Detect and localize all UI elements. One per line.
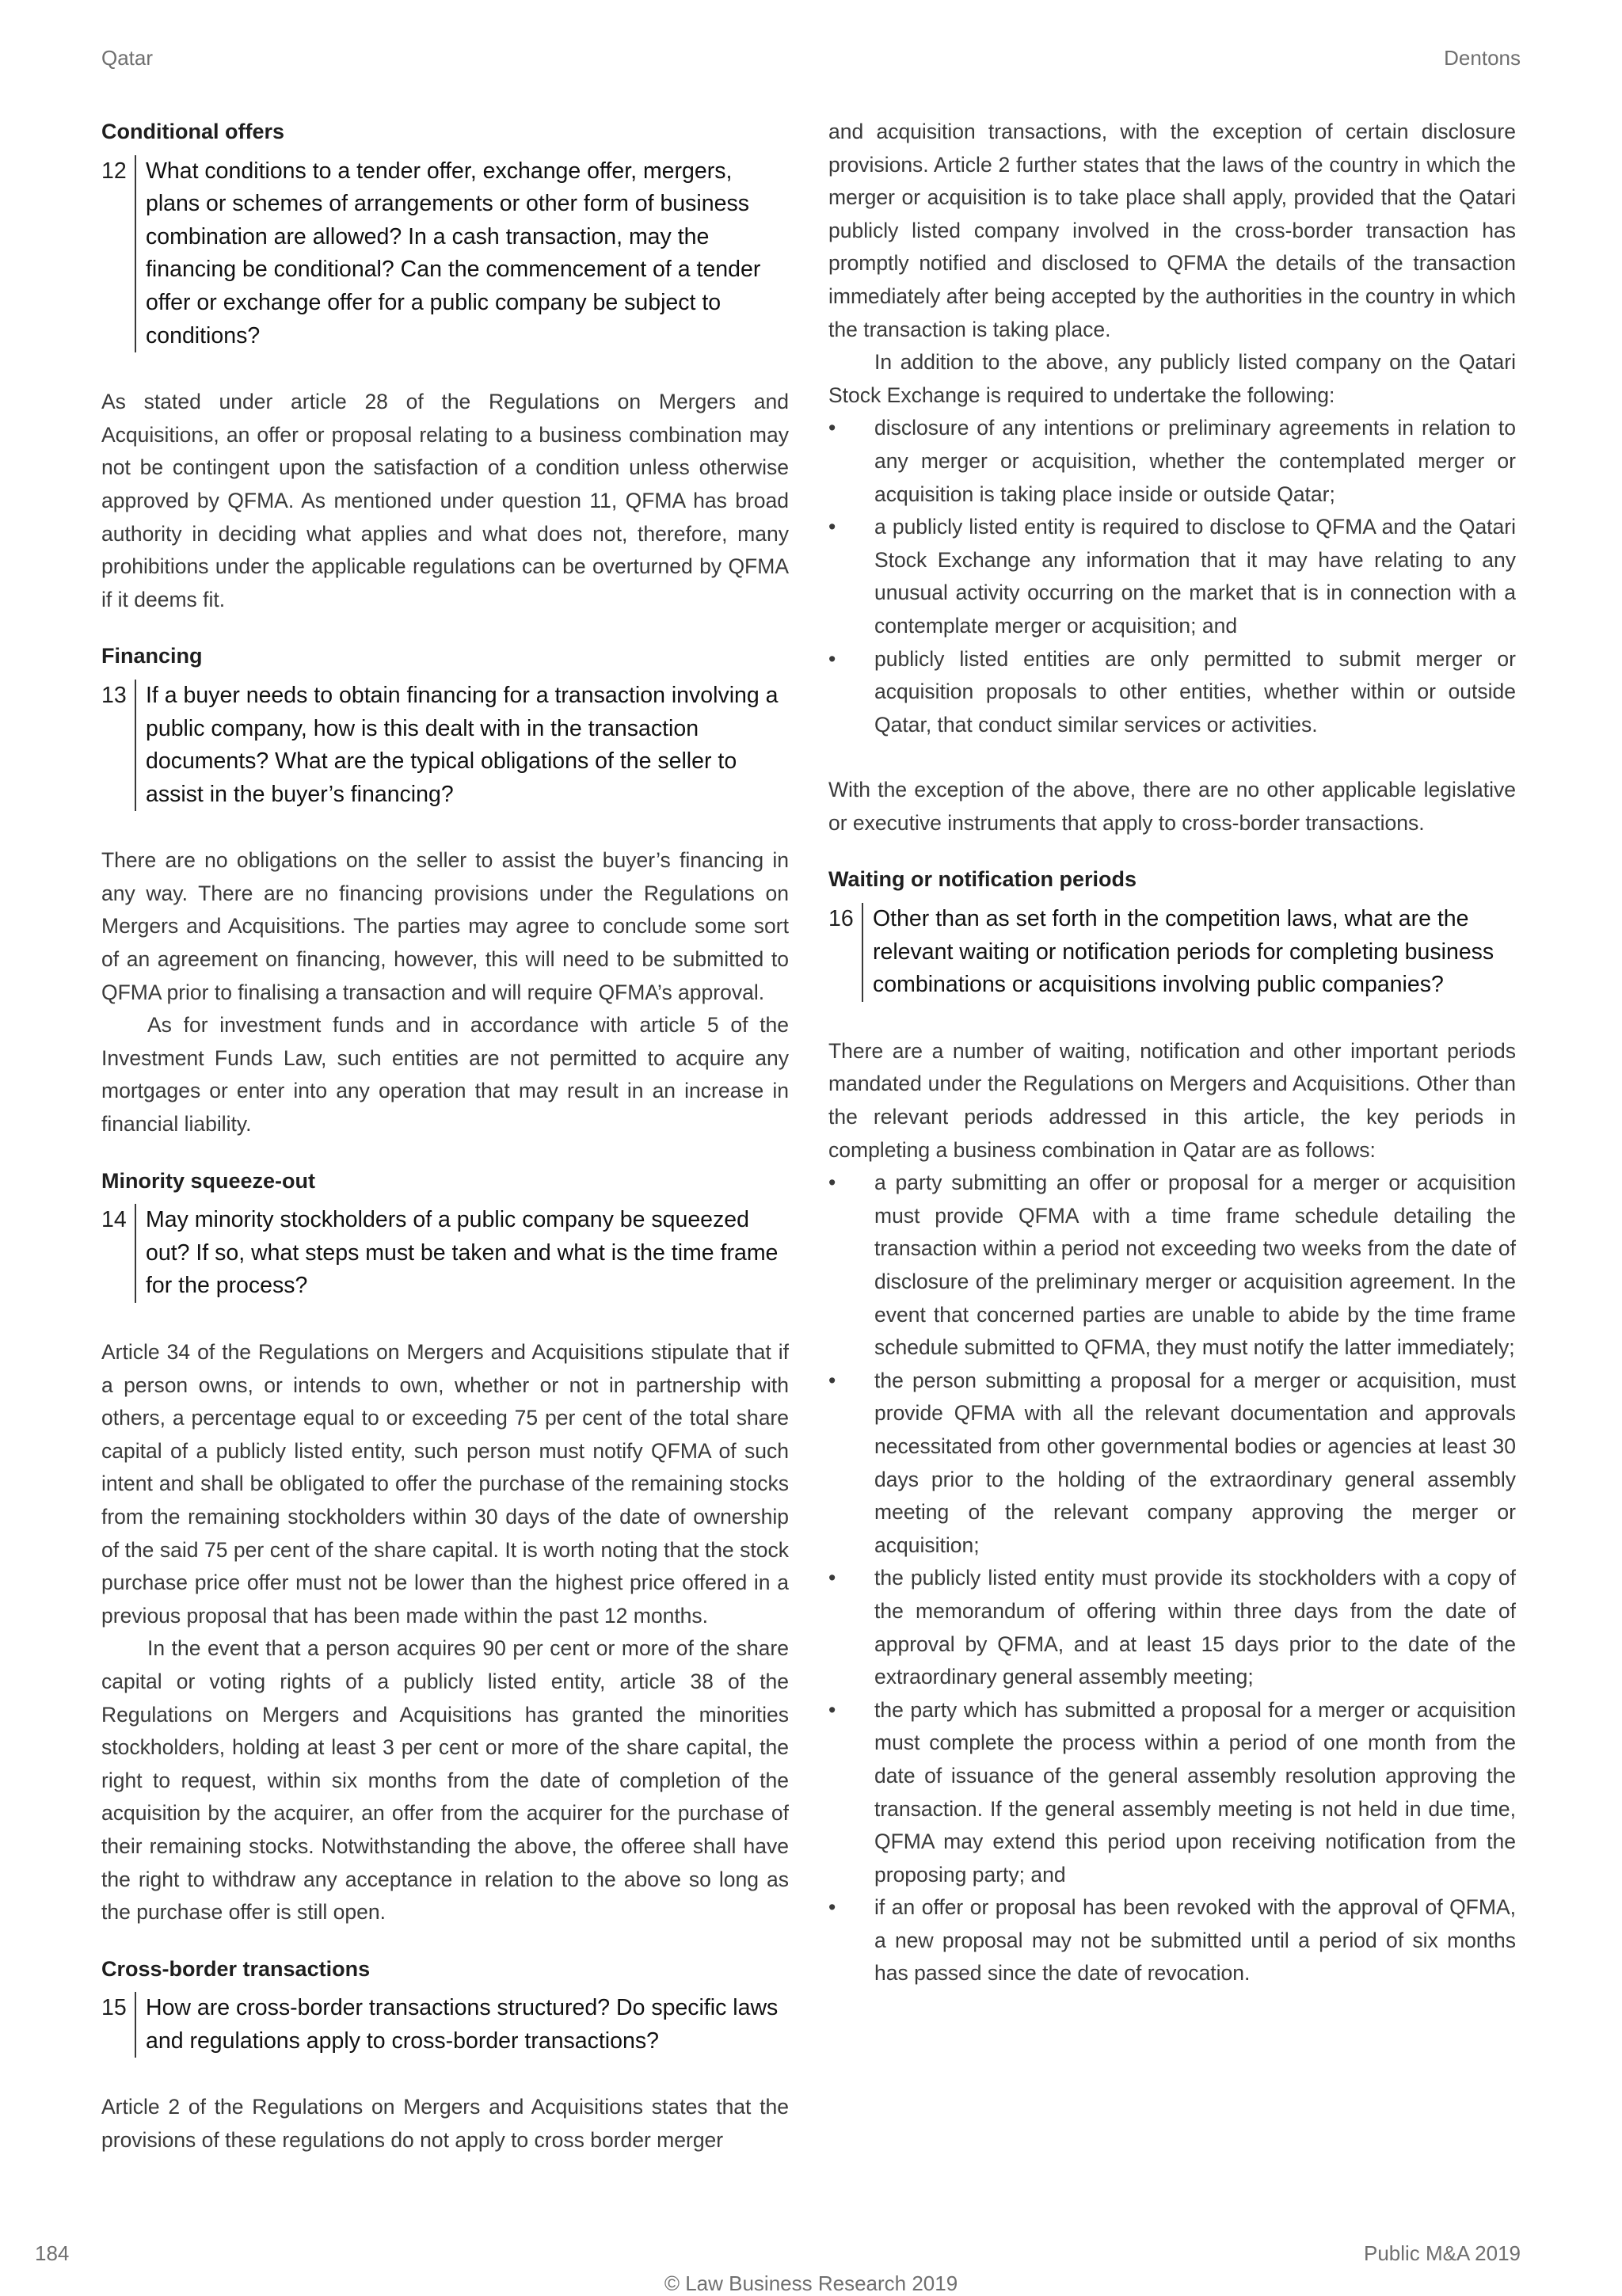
copyright-notice: © Law Business Research 2019 bbox=[664, 2271, 958, 2295]
answer-paragraph: There are a number of waiting, notification and other important periods mandated under the Regulations on Mergers and Acquisitions. Other than the relevant periods addressed in this article, the key periods in completing a business combination in Qatar are as follows: bbox=[828, 1038, 1516, 1162]
question-number: 14 bbox=[101, 1207, 127, 1233]
bullet-list bbox=[828, 1167, 1516, 1990]
bullet-list bbox=[828, 412, 1516, 741]
publication-title: Public M&A 2019 bbox=[1363, 2241, 1521, 2265]
page-number: 184 bbox=[35, 2241, 70, 2265]
list-item: • the person submitting a proposal for a merger or acquisition, must provide QFMA with all the relevant documentation and approvals necessitated from other governmental bodies or agencies at least 30 days prior to the holding of the extraordinary general assembly meeting of the relevant company approving the merger or acquisition; bbox=[828, 1365, 1516, 1563]
answer-paragraph: As for investment funds and in accordance with article 5 of the Investment Funds Law, such entities are not permitted to acquire any mortgages or enter into any operation that may result in an increase in financial liability. bbox=[101, 1013, 789, 1137]
answer-paragraph: There are no obligations on the seller to assist the buyer’s financing in any way. There are no financing provisions under the Regulations on Mergers and Acquisitions. The parties may agree to conclude some sort of an agreement on financing, however, this will need to be submitted to QFMA prior to finalising a transaction and will require QFMA’s approval. bbox=[101, 848, 789, 1004]
question-text: May minority stockholders of a public company be squeezed out? If so, what steps must be taken and what is the time frame for the process? bbox=[135, 1204, 789, 1303]
section-heading: Financing bbox=[101, 644, 203, 668]
question-text: What conditions to a tender offer, exchange offer, mergers, plans or schemes of arrangements or other form of business combination are allowed? In a cash transaction, may the financing be conditional? Can the commencement of a tender offer or exchange offer for a public company be subject to conditions? bbox=[135, 155, 789, 353]
question-block bbox=[828, 903, 1516, 1002]
question-block bbox=[101, 1204, 789, 1303]
list-item: • if an offer or proposal has been revoked with the approval of QFMA, a new proposal may not be submitted until a period of six months has passed since the date of revocation. bbox=[828, 1891, 1516, 1990]
list-item: • disclosure of any intentions or preliminary agreements in relation to any merger or acquisition, whether the contemplated merger or acquisition is taking place inside or outside Qatar; bbox=[828, 412, 1516, 511]
section-heading: Cross-border transactions bbox=[101, 1956, 371, 1981]
question-text: Other than as set forth in the competition laws, what are the relevant waiting or notification periods for completing business combinations or acquisitions involving public companies? bbox=[862, 903, 1516, 1002]
question-block bbox=[101, 155, 789, 353]
section-heading: Minority squeeze-out bbox=[101, 1168, 316, 1193]
list-item: • a party submitting an offer or proposal for a merger or acquisition must provide QFMA with a time frame schedule detailing the transaction within a period not exceeding two weeks from the date of disclosure of the preliminary merger or acquisition agreement. In the event that concerned parties are unable to abide by the time frame schedule submitted to QFMA, they must notify the latter immediately; bbox=[828, 1167, 1516, 1365]
question-block bbox=[101, 1992, 789, 2058]
answer-paragraph: In addition to the above, any publicly listed company on the Qatari Stock Exchange is required to undertake the following: bbox=[828, 350, 1516, 407]
list-item: • the publicly listed entity must provide its stockholders with a copy of the memorandum of offering within three days from the date of approval by QFMA, and at least 15 days prior to the date of the extraordinary general assembly meeting; bbox=[828, 1562, 1516, 1693]
question-number: 15 bbox=[101, 1995, 127, 2021]
question-number: 13 bbox=[101, 682, 127, 708]
answer-paragraph: As stated under article 28 of the Regulations on Mergers and Acquisitions, an offer or proposal relating to a business combination may not be contingent upon the satisfaction of a condition unless otherwise approved by QFMA. As mentioned under question 11, QFMA has broad authority in deciding what applies and what does not, therefore, many prohibitions under the applicable regulations can be overturned by QFMA if it deems fit. bbox=[101, 390, 789, 611]
right-column bbox=[828, 116, 1516, 1990]
running-header-country: Qatar bbox=[101, 46, 154, 70]
list-item: • the party which has submitted a proposal for a merger or acquisition must complete the process within a period of one month from the date of issuance of the general assembly resolution approving the transaction. If the general assembly meeting is not held in due time, QFMA may extend this period upon receiving notification from the proposing party; and bbox=[828, 1694, 1516, 1892]
running-header-firm: Dentons bbox=[1444, 46, 1521, 70]
answer-paragraph: Article 34 of the Regulations on Mergers and Acquisitions stipulate that if a person owns, or intends to own, whether or not in partnership with others, a percentage equal to or exceeding 75 per cent of the total share capital of a publicly listed entity, such person must notify QFMA of such intent and shall be obligated to offer the purchase of the remaining stocks from the remaining stockholders within 30 days of the date of ownership of the said 75 per cent of the share capital. It is worth noting that the stock purchase price offer must not be lower than the highest price offered in a previous proposal that has been made within the past 12 months. bbox=[101, 1340, 789, 1628]
question-block bbox=[101, 680, 789, 811]
question-text: If a buyer needs to obtain financing for a transaction involving a public company, how is this dealt with in the transaction documents? What are the typical obligations of the seller to assist in the buyer’s financing? bbox=[135, 680, 789, 811]
answer-paragraph: With the exception of the above, there are no other applicable legislative or executive instruments that apply to cross-border transactions. bbox=[828, 778, 1516, 835]
section-heading: Conditional offers bbox=[101, 120, 284, 143]
answer-paragraph: In the event that a person acquires 90 per cent or more of the share capital or voting rights of a publicly listed entity, article 38 of the Regulations on Mergers and Acquisitions has granted the minorities stockholders, holding at least 3 per cent or more of the share capital, the right to request, within six months from the date of completion of the acquisition by the acquirer, an offer from the acquirer for the purchase of their remaining stocks. Notwithstanding the above, the offeree shall have the right to withdraw any acceptance in relation to the above so long as the purchase offer is still open. bbox=[101, 1636, 789, 1925]
answer-paragraph: Article 2 of the Regulations on Mergers and Acquisitions states that the provisions of these regulations do not apply to cross border merger bbox=[101, 2095, 789, 2153]
list-item: • a publicly listed entity is required to disclose to QFMA and the Qatari Stock Exchange any information that it may have relating to any unusual activity occurring on the market that is in connection with a contemplate merger or acquisition; and bbox=[828, 511, 1516, 642]
left-column bbox=[101, 116, 789, 2157]
question-number: 12 bbox=[101, 158, 127, 184]
section-heading: Waiting or notification periods bbox=[828, 867, 1137, 892]
answer-paragraph: and acquisition transactions, with the exception of certain disclosure provisions. Article 2 further states that the laws of the country in which the merger or acquisition is to take place shall apply, provided that the Qatari publicly listed company involved in the cross-border transaction has promptly notified and disclosed to QFMA the details of the transaction immediately after being accepted by the authorities in the country in which the transaction is taking place. bbox=[828, 120, 1516, 341]
question-text: How are cross-border transactions structured? Do specific laws and regulations apply to cross-border transactions? bbox=[135, 1992, 789, 2058]
question-number: 16 bbox=[828, 906, 854, 932]
list-item: • publicly listed entities are only permitted to submit merger or acquisition proposals to other entities, whether within or outside Qatar, that conduct similar services or activities. bbox=[828, 643, 1516, 742]
